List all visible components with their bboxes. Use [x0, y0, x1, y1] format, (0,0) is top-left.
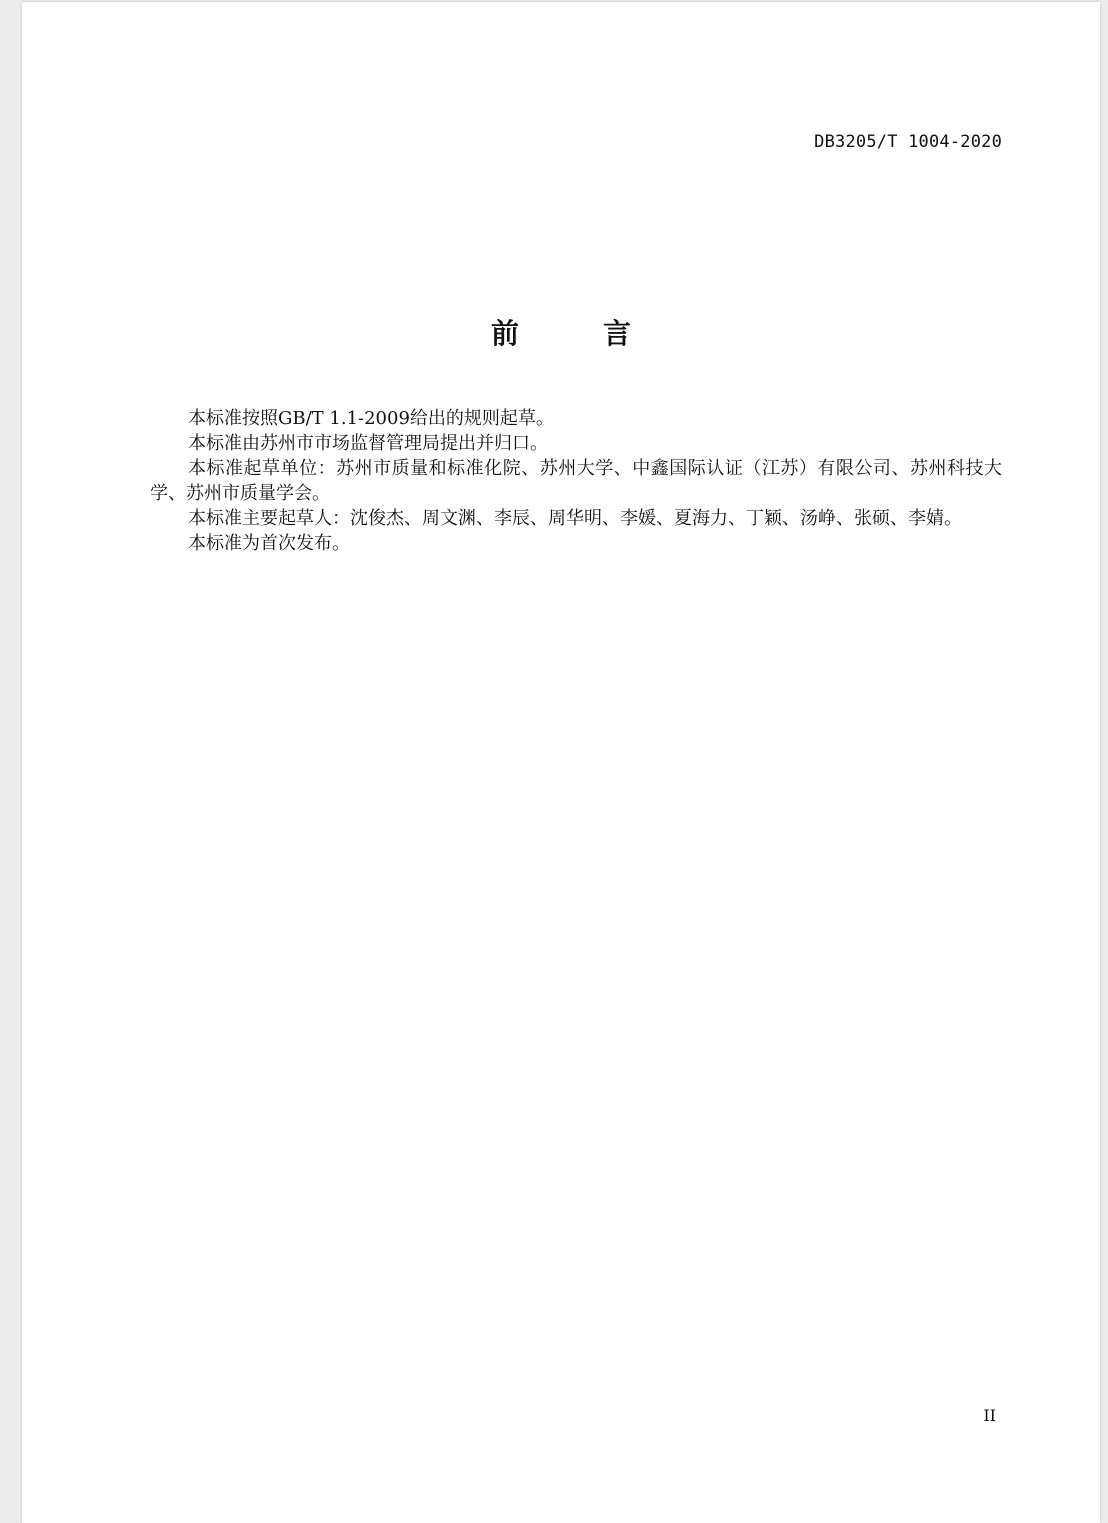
page-number: II [983, 1406, 996, 1425]
document-page [22, 2, 1100, 1523]
paragraph-drafting-units: 本标准起草单位：苏州市质量和标准化院、苏州大学、中鑫国际认证（江苏）有限公司、苏州科技大学、苏州市质量学会。 [150, 458, 1002, 504]
paragraph-main-drafters: 本标准主要起草人：沈俊杰、周文渊、李辰、周华明、李媛、夏海力、丁颖、汤峥、张硕、李婧。 [188, 508, 962, 529]
paragraph-proposer: 本标准由苏州市市场监督管理局提出并归口。 [188, 433, 548, 454]
paragraph-first-release: 本标准为首次发布。 [188, 533, 350, 554]
document-number: DB3205/T 1004-2020 [814, 132, 1002, 152]
paragraph-drafting-rules: 本标准按照GB/T 1.1-2009给出的规则起草。 [188, 408, 554, 429]
page-title: 前 言 [490, 317, 659, 350]
foreword-body [150, 406, 1002, 556]
